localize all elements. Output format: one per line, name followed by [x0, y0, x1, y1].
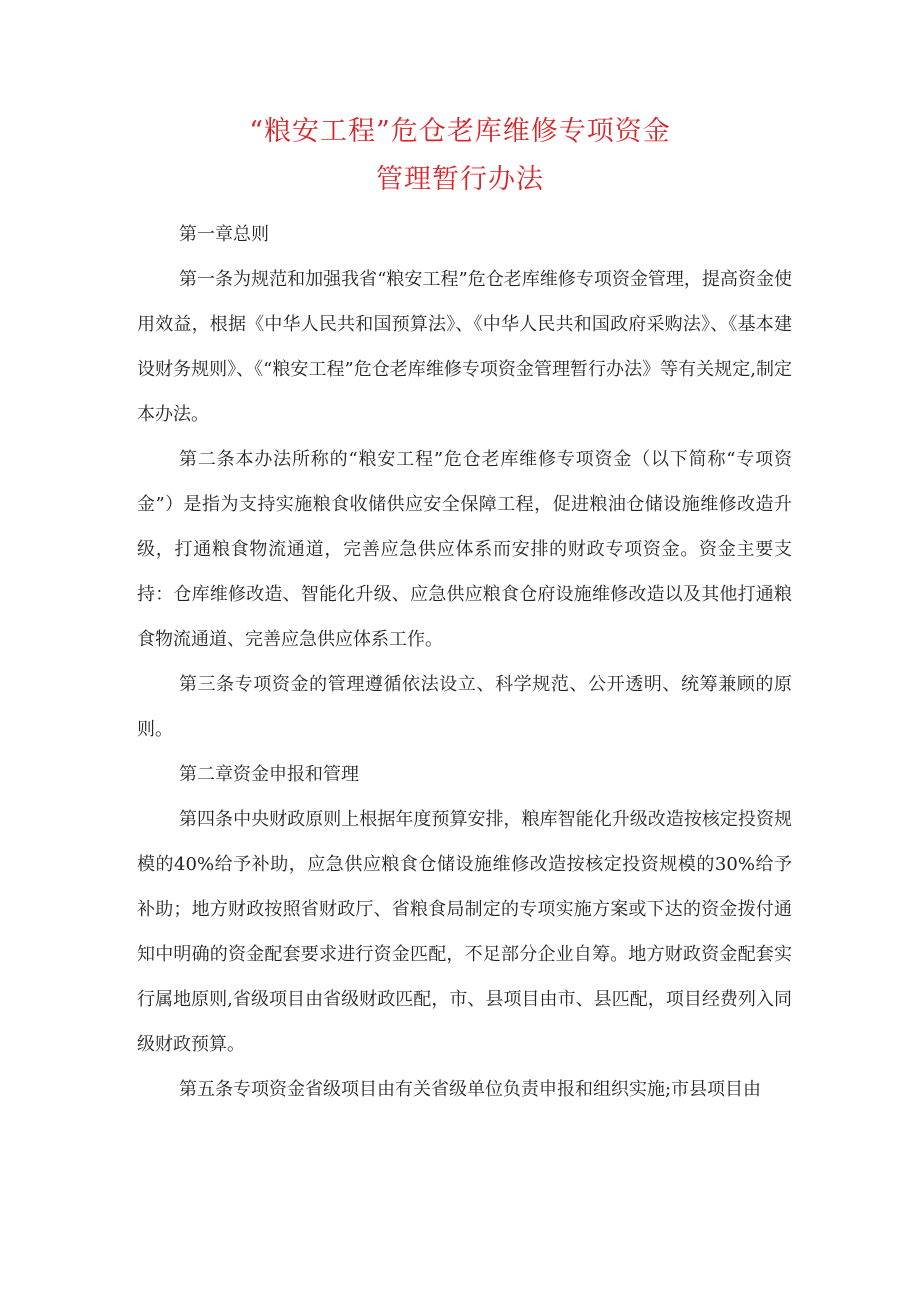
article-4-paragraph: 第四条中央财政原则上根据年度预算安排，粮库智能化升级改造按核定投资规模的40%给予补助，应急供应粮食仓储设施维修改造按核定投资规模的30%给予补助；地方财政按照省财政厅、省粮食局制定的专项实施方案或下达的资金拨付通知中明确的资金配套要求进行资金匹配，不足部分企业自筹。地方财政资金配套实行属地原则,省级项目由省级财政匹配，市、县项目由市、县匹配，项目经费列入同级财政预算。 — [137, 809, 792, 1055]
chapter-heading-2: 第二章资金申报和管理 — [179, 764, 359, 785]
article-2-paragraph: 第二条本办法所称的“粮安工程”危仓老库维修专项资金（以下简称“专项资金”）是指为支持实施粮食收储供应安全保障工程，促进粮油仓储设施维修改造升级，打通粮食物流通道，完善应急供应体系而安排的财政专项资金。资金主要支持：仓库维修改造、智能化升级、应急供应粮食仓府设施维修改造以及其他打通粮食物流通道、完善应急供应体系工作。 — [137, 449, 792, 650]
chapter-heading-1: 第一章总则 — [179, 224, 269, 245]
article-1-paragraph: 第一条为规范和加强我省“粮安工程”危仓老库维修专项资金管理，提高资金使用效益，根据《中华人民共和国预算法》、《中华人民共和国政府采购法》、《基本建设财务规则》、《“粮安工程”危仓老库维修专项资金管理暂行办法》等有关规定,制定本办法。 — [137, 269, 792, 425]
document-body — [137, 212, 792, 1112]
article-3-paragraph: 第三条专项资金的管理遵循依法设立、科学规范、公开透明、统筹兼顾的原则。 — [137, 674, 792, 740]
document-title-line-1: “粮安工程”危仓老库维修专项资金 — [249, 116, 671, 147]
article-5-paragraph: 第五条专项资金省级项目由有关省级单位负责申报和组织实施;市县项目由 — [179, 1079, 762, 1100]
document-title-line-2: 管理暂行办法 — [376, 164, 544, 195]
